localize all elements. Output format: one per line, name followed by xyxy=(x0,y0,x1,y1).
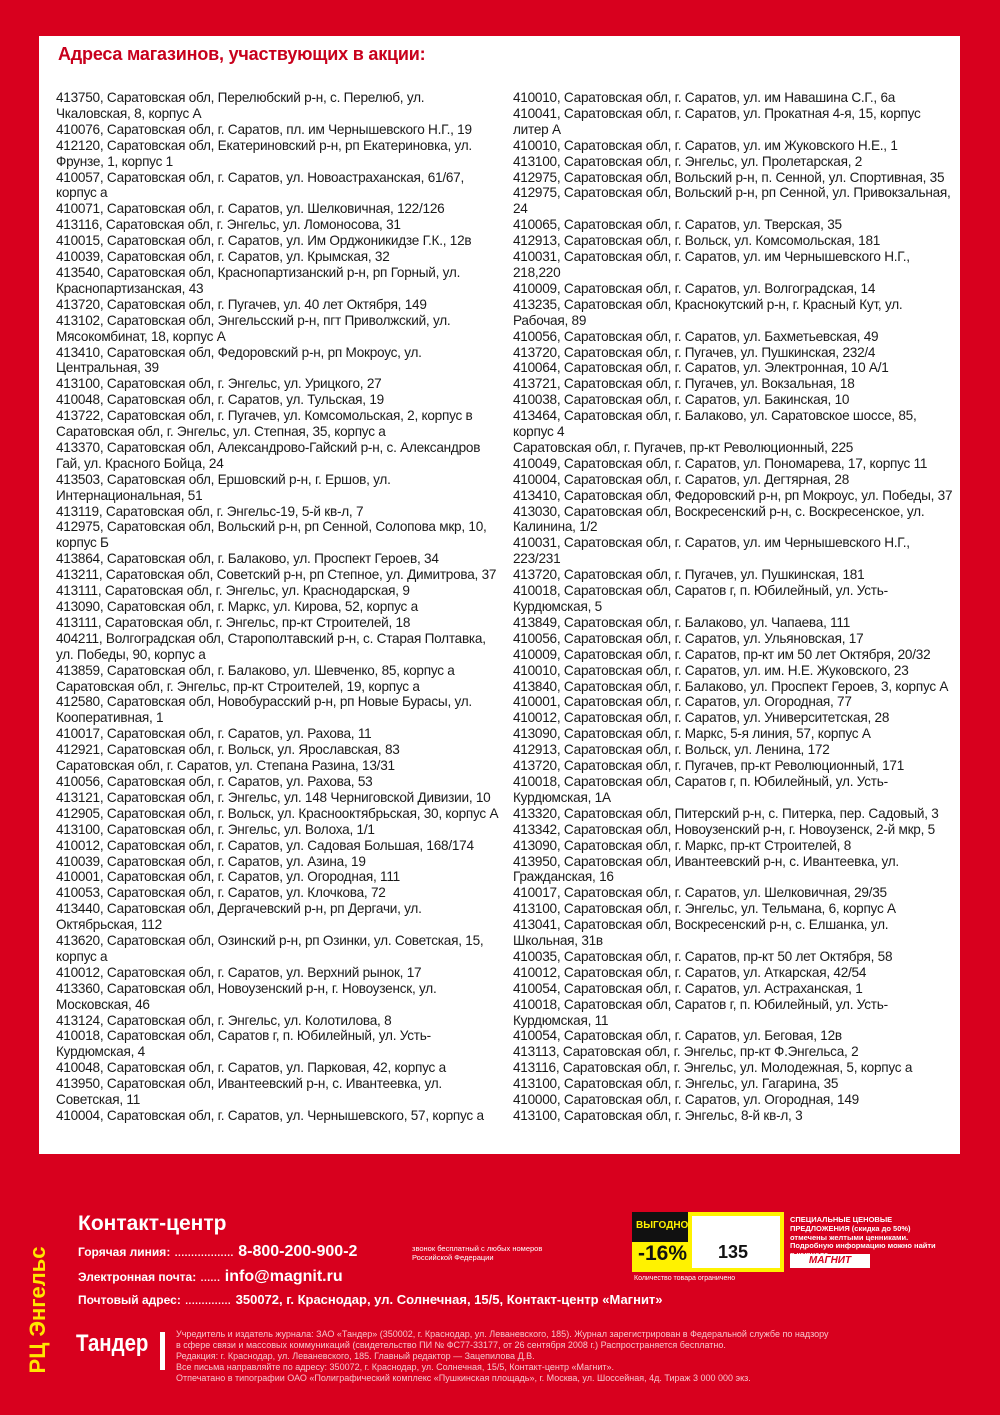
address-item: 410004, Саратовская обл, г. Саратов, ул. Чернышевского, 57, корпус а xyxy=(56,1108,484,1123)
address-item: 413410, Саратовская обл, Федоровский р-н, рп Мокроус, ул. Победы, 37 xyxy=(513,487,953,503)
page-title: Адреса магазинов, участвующих в акции: xyxy=(58,44,426,64)
address-item: 413840, Саратовская обл, г. Балаково, ул. Проспект Героев, 3, корпус А xyxy=(513,678,949,694)
address-item: 413950, Саратовская обл, Ивантеевский р-н, с. Ивантеевка, ул. Гражданская, 16 xyxy=(513,853,899,885)
address-item: 413111, Саратовская обл, г. Энгельс, ул. Краснодарская, 9 xyxy=(56,583,410,599)
address-item: 413100, Саратовская обл, г. Энгельс, ул. Гагарина, 35 xyxy=(513,1076,839,1092)
address-item: 413100, Саратовская обл, г. Энгельс, ул. Урицкого, 27 xyxy=(56,376,382,392)
address-item: 412913, Саратовская обл, г. Вольск, ул. Ленина, 172 xyxy=(513,742,830,758)
address-item: 413721, Саратовская обл, г. Пугачев, ул. Вокзальная, 18 xyxy=(513,376,855,392)
address-item: 413360, Саратовская обл, Новоузенский р-н, г. Новоузенск, ул. Московская, 46 xyxy=(56,980,437,1012)
address-item: Саратовская обл, г. Энгельс, пр-кт Строителей, 19, корпус а xyxy=(56,678,420,694)
contact-center-title: Контакт-центр xyxy=(78,1212,227,1235)
address-item: 412580, Саратовская обл, Новобурасский р-н, рп Новые Бурасы, ул. Кооперативная, 1 xyxy=(56,694,472,726)
region-label-text: РЦ Энгельс xyxy=(25,1246,50,1374)
magnit-logo: МАГНИТ xyxy=(790,1254,870,1268)
address-item: 413720, Саратовская обл, г. Пугачев, ул. Пушкинская, 181 xyxy=(513,567,865,583)
address-item: 412905, Саратовская обл, г. Вольск, ул. Краснооктябрьская, 30, корпус А xyxy=(56,805,499,821)
address-item: 410001, Саратовская обл, г. Саратов, ул. Огородная, 77 xyxy=(513,694,852,710)
address-item: 410076, Саратовская обл, г. Саратов, пл. им Чернышевского Н.Г., 19 xyxy=(56,121,472,137)
address-item: 410071, Саратовская обл, г. Саратов, ул. Шелковичная, 122/126 xyxy=(56,201,445,217)
address-item: 410054, Саратовская обл, г. Саратов, ул. Беговая, 12в xyxy=(513,1028,842,1044)
address-item: 413370, Саратовская обл, Александрово-Гайский р-н, с. Александров Гай, ул. Красного Бойца, 24 xyxy=(56,439,481,471)
address-item: 413116, Саратовская обл, г. Энгельс, ул. Молодежная, 5, корпус а xyxy=(513,1060,913,1076)
address-item: 413720, Саратовская обл, г. Пугачев, ул. 40 лет Октября, 149 xyxy=(56,296,427,312)
address-item: 413859, Саратовская обл, г. Балаково, ул. Шевченко, 85, корпус а xyxy=(56,662,455,678)
address-item: 413111, Саратовская обл, г. Энгельс, пр-кт Строителей, 18 xyxy=(56,614,411,630)
address-item: 413090, Саратовская обл, г. Маркс, ул. Кирова, 52, корпус а xyxy=(56,599,418,614)
postal-label: Почтовый адрес: xyxy=(78,1293,181,1307)
address-item: 410054, Саратовская обл, г. Саратов, ул. Астраханская, 1 xyxy=(513,980,863,996)
address-item: 410000, Саратовская обл, г. Саратов, ул. Огородная, 149 xyxy=(513,1092,859,1108)
address-item: 410015, Саратовская обл, г. Саратов, ул. Им Орджоникидзе Г.К., 12в xyxy=(56,233,472,249)
address-item: 410012, Саратовская обл, г. Саратов, ул. Верхний рынок, 17 xyxy=(56,964,422,980)
address-item: 410031, Саратовская обл, г. Саратов, ул. им Чернышевского Н.Г., 218,220 xyxy=(513,249,910,280)
address-item: 413211, Саратовская обл, Советский р-н, рп Степное, ул. Димитрова, 37 xyxy=(56,567,497,583)
address-item: 410048, Саратовская обл, г. Саратов, ул. Парковая, 42, корпус а xyxy=(56,1060,446,1076)
address-item: 413113, Саратовская обл, г. Энгельс, пр-кт Ф.Энгельса, 2 xyxy=(513,1044,859,1060)
address-item: 410012, Саратовская обл, г. Саратов, ул. Университетская, 28 xyxy=(513,710,890,726)
publisher-line: Все письма направляйте по адресу: 350072, г. Краснодар, ул. Солнечная, 15/5, Контакт-центр «Магнит». xyxy=(176,1362,614,1372)
address-item: 410056, Саратовская обл, г. Саратов, ул. Бахметьевская, 49 xyxy=(513,328,879,344)
hotline-label: Горячая линия: xyxy=(78,1245,171,1259)
address-item: 413750, Саратовская обл, Перелюбский р-н, с. Перелюб, ул. Чкаловская, 8, корпус А xyxy=(56,90,425,121)
address-item: 410056, Саратовская обл, г. Саратов, ул. Рахова, 53 xyxy=(56,773,373,789)
address-item: 410038, Саратовская обл, г. Саратов, ул. Бакинская, 10 xyxy=(513,392,850,408)
address-item: 413440, Саратовская обл, Дергачевский р-н, рп Дергачи, ул. Октябрьская, 112 xyxy=(56,901,422,933)
address-item: 413030, Саратовская обл, Воскресенский р-н, с. Воскресенское, ул. Калинина, 1/2 xyxy=(513,503,925,535)
address-item: 410039, Саратовская обл, г. Саратов, ул. Крымская, 32 xyxy=(56,249,390,265)
address-item: 412975, Саратовская обл, Вольский р-н, рп Сенной, Солопова мкр, 10, корпус Б xyxy=(56,519,487,551)
address-item: 413540, Саратовская обл, Краснопартизанский р-н, рп Горный, ул. Краснопартизанская, 43 xyxy=(56,264,461,296)
publisher-line: Отпечатано в типографии ОАО «Полиграфический комплекс «Пушкинская площадь», г. Москва, ул. Шоссейная, 4д. Тираж 3 000 000 экз. xyxy=(176,1373,751,1383)
region-label xyxy=(0,1240,76,1380)
address-item: 410018, Саратовская обл, Саратов г, п. Юбилейный, ул. Усть-Курдюмская, 4 xyxy=(56,1028,431,1060)
address-item: 413116, Саратовская обл, г. Энгельс, ул. Ломоносова, 31 xyxy=(56,217,401,233)
email-label: Электронная почта: xyxy=(78,1270,197,1284)
hotline-row xyxy=(78,1243,357,1261)
address-item: 410065, Саратовская обл, г. Саратов, ул. Тверская, 35 xyxy=(513,217,842,233)
publisher-info xyxy=(176,1329,966,1384)
address-item: 410010, Саратовская обл, г. Саратов, ул. им Жуковского Н.Е., 1 xyxy=(513,137,898,153)
address-item: 413235, Саратовская обл, Краснокутский р-н, г. Красный Кут, ул. Рабочая, 89 xyxy=(513,296,903,328)
address-item: 410018, Саратовская обл, Саратов г, п. Юбилейный, ул. Усть-Курдюмская, 1А xyxy=(513,773,888,805)
address-item: 413720, Саратовская обл, г. Пугачев, пр-кт Революционный, 171 xyxy=(513,758,905,774)
address-item: 410009, Саратовская обл, г. Саратов, ул. Волгоградская, 14 xyxy=(513,280,876,296)
address-item: Саратовская обл, г. Саратов, ул. Степана Разина, 13/31 xyxy=(56,758,395,774)
hotline-dots: .................. xyxy=(174,1248,234,1259)
address-item: 410010, Саратовская обл, г. Саратов, ул. им Навашина С.Г., 6а xyxy=(513,90,896,105)
postal-row xyxy=(78,1291,663,1309)
address-item: 410004, Саратовская обл, г. Саратов, ул. Дегтярная, 28 xyxy=(513,471,850,487)
address-item: 410017, Саратовская обл, г. Саратов, ул. Шелковичная, 29/35 xyxy=(513,885,887,901)
address-item: 413090, Саратовская обл, г. Маркс, 5-я линия, 57, корпус А xyxy=(513,726,871,742)
address-item: 413864, Саратовская обл, г. Балаково, ул. Проспект Героев, 34 xyxy=(56,551,439,567)
special-offers-text: СПЕЦИАЛЬНЫЕ ЦЕНОВЫЕ ПРЕДЛОЖЕНИЯ (скидка до 50%) отмечены желтыми ценниками. Подробную информацию можно найти xyxy=(790,1215,936,1251)
hotline-number[interactable]: 8-800-200-900-2 xyxy=(238,1243,358,1260)
address-item: 410031, Саратовская обл, г. Саратов, ул. им Чернышевского Н.Г., 223/231 xyxy=(513,535,910,567)
publisher-line: Учредитель и издатель журнала: ЗАО «Тандер» (350002, г. Краснодар, ул. Леваневского, 185). Журнал зарегистрирован в Федеральной службе по надзору xyxy=(176,1329,829,1339)
price-tag-vygodno: ВЫГОДНО xyxy=(636,1220,689,1231)
address-item: 410017, Саратовская обл, г. Саратов, ул. Рахова, 11 xyxy=(56,726,372,742)
address-item: 410012, Саратовская обл, г. Саратов, ул. Аткарская, 42/54 xyxy=(513,964,867,980)
address-item: 413320, Саратовская обл, Питерский р-н, с. Питерка, пер. Садовый, 3 xyxy=(513,805,939,821)
postal-address: 350072, г. Краснодар, ул. Солнечная, 15/5, Контакт-центр «Магнит» xyxy=(235,1292,663,1307)
address-item: 413100, Саратовская обл, г. Энгельс, ул. Тельмана, 6, корпус А xyxy=(513,901,896,917)
address-item: 413100, Саратовская обл, г. Энгельс, ул. Волоха, 1/1 xyxy=(56,821,375,837)
address-item: 413100, Саратовская обл, г. Энгельс, ул. Пролетарская, 2 xyxy=(513,153,863,169)
address-item: 412975, Саратовская обл, Вольский р-н, п. Сенной, ул. Спортивная, 35 xyxy=(513,169,945,185)
address-item: 412921, Саратовская обл, г. Вольск, ул. Ярославская, 83 xyxy=(56,742,400,758)
hotline-note: звонок бесплатный с любых номеров Российской Федерации xyxy=(412,1244,543,1262)
address-item: 412975, Саратовская обл, Вольский р-н, рп Сенной, ул. Привокзальная, 24 xyxy=(513,185,951,217)
address-item: 413119, Саратовская обл, г. Энгельс-19, 5-й кв-л, 7 xyxy=(56,503,364,519)
tander-logo-bar xyxy=(160,1332,165,1370)
address-item: 410057, Саратовская обл, г. Саратов, ул. Новоастраханская, 61/67, корпус а xyxy=(56,169,465,201)
address-item: 410018, Саратовская обл, Саратов г, п. Юбилейный, ул. Усть-Курдюмская, 11 xyxy=(513,996,888,1028)
publisher-line: Редакция: г. Краснодар, ул. Леваневского, 185. Главный редактор — Зацепилова Д.В. xyxy=(176,1351,535,1361)
address-item: 410035, Саратовская обл, г. Саратов, пр-кт 50 лет Октября, 58 xyxy=(513,948,893,964)
address-item: 410001, Саратовская обл, г. Саратов, ул. Огородная, 111 xyxy=(56,869,400,885)
publisher-line: в сфере связи и массовых коммуникаций (свидетельство ПИ № ФС77-33177, от 26 сентября 2008 г.) Распространяется бесплатно. xyxy=(176,1340,726,1350)
address-item: 410064, Саратовская обл, г. Саратов, ул. Электронная, 10 А/1 xyxy=(513,360,889,376)
address-item: 410039, Саратовская обл, г. Саратов, ул. Азина, 19 xyxy=(56,853,366,869)
address-column-right xyxy=(513,90,953,1124)
address-item: 410010, Саратовская обл, г. Саратов, ул. им. Н.Е. Жуковского, 23 xyxy=(513,662,909,678)
address-item: 412913, Саратовская обл, г. Вольск, ул. Комсомольская, 181 xyxy=(513,233,881,249)
address-item: 410009, Саратовская обл, г. Саратов, пр-кт им 50 лет Октября, 20/32 xyxy=(513,646,931,662)
address-item: 410048, Саратовская обл, г. Саратов, ул. Тульская, 19 xyxy=(56,392,384,408)
price-tag-price: 135 xyxy=(718,1242,749,1262)
address-item: 413503, Саратовская обл, Ершовский р-н, г. Ершов, ул. Интернациональная, 51 xyxy=(56,471,391,503)
price-tag-sample xyxy=(632,1212,784,1272)
address-item: 413342, Саратовская обл, Новоузенский р-н, г. Новоузенск, 2-й мкр, 5 xyxy=(513,821,935,837)
address-item: 413100, Саратовская обл, г. Энгельс, 8-й кв-л, 3 xyxy=(513,1108,803,1123)
address-item: 413620, Саратовская обл, Озинский р-н, рп Озинки, ул. Советская, 15, корпус а xyxy=(56,933,484,964)
address-item: 413849, Саратовская обл, г. Балаково, ул. Чапаева, 111 xyxy=(513,614,851,630)
address-item: 413102, Саратовская обл, Энгельсский р-н, пгт Приволжский, ул. Мясокомбинат, 18, корпус А xyxy=(56,312,451,344)
address-column-left xyxy=(56,90,501,1124)
email-link[interactable]: info@magnit.ru xyxy=(224,1268,343,1285)
address-item: 410041, Саратовская обл, г. Саратов, ул. Прокатная 4-я, 15, корпус литер А xyxy=(513,105,921,137)
price-tag-caption: Количество товара ограничено xyxy=(634,1275,736,1282)
address-item: 410018, Саратовская обл, Саратов г, п. Юбилейный, ул. Усть-Курдюмская, 5 xyxy=(513,583,888,614)
address-item: 413124, Саратовская обл, г. Энгельс, ул. Колотилова, 8 xyxy=(56,1012,392,1028)
address-item: 413722, Саратовская обл, г. Пугачев, ул. Комсомольская, 2, корпус в xyxy=(56,408,473,424)
address-item: 410056, Саратовская обл, г. Саратов, ул. Ульяновская, 17 xyxy=(513,630,864,646)
address-item: 413410, Саратовская обл, Федоровский р-н, рп Мокроус, ул. Центральная, 39 xyxy=(56,344,422,376)
address-item: 413090, Саратовская обл, г. Маркс, пр-кт Строителей, 8 xyxy=(513,837,852,853)
address-item: 413041, Саратовская обл, Воскресенский р-н, с. Елшанка, ул. Школьная, 31в xyxy=(513,917,889,949)
email-row xyxy=(78,1268,343,1286)
address-item: Саратовская обл, г. Энгельс, ул. Степная, 35, корпус а xyxy=(56,424,386,440)
address-item: 413720, Саратовская обл, г. Пугачев, ул. Пушкинская, 232/4 xyxy=(513,344,876,360)
address-item: 410053, Саратовская обл, г. Саратов, ул. Клочкова, 72 xyxy=(56,885,386,901)
address-item: 410012, Саратовская обл, г. Саратов, ул. Садовая Большая, 168/174 xyxy=(56,837,474,853)
address-item: 413950, Саратовская обл, Ивантеевский р-н, с. Ивантеевка, ул. Советская, 11 xyxy=(56,1076,442,1108)
address-item: 413464, Саратовская обл, г. Балаково, ул. Саратовское шоссе, 85, корпус 4 xyxy=(513,408,917,440)
tander-logo: Тандер xyxy=(76,1330,149,1357)
email-dots: ...... xyxy=(200,1273,221,1284)
address-item: 404211, Волгоградская обл, Старополтавский р-н, с. Старая Полтавка, ул. Победы, 90, корпус а xyxy=(56,630,486,662)
address-item: 413121, Саратовская обл, г. Энгельс, ул. 148 Черниговской Дивизии, 10 xyxy=(56,789,491,805)
price-tag-discount: -16% xyxy=(638,1242,688,1265)
postal-dots: .............. xyxy=(185,1296,232,1307)
address-item: 410049, Саратовская обл, г. Саратов, ул. Пономарева, 17, корпус 11 xyxy=(513,455,928,471)
address-item: Саратовская обл, г. Пугачев, пр-кт Революционный, 225 xyxy=(513,439,854,455)
address-item: 412120, Саратовская обл, Екатериновский р-н, рп Екатериновка, ул. Фрунзе, 1, корпус 1 xyxy=(56,137,472,169)
